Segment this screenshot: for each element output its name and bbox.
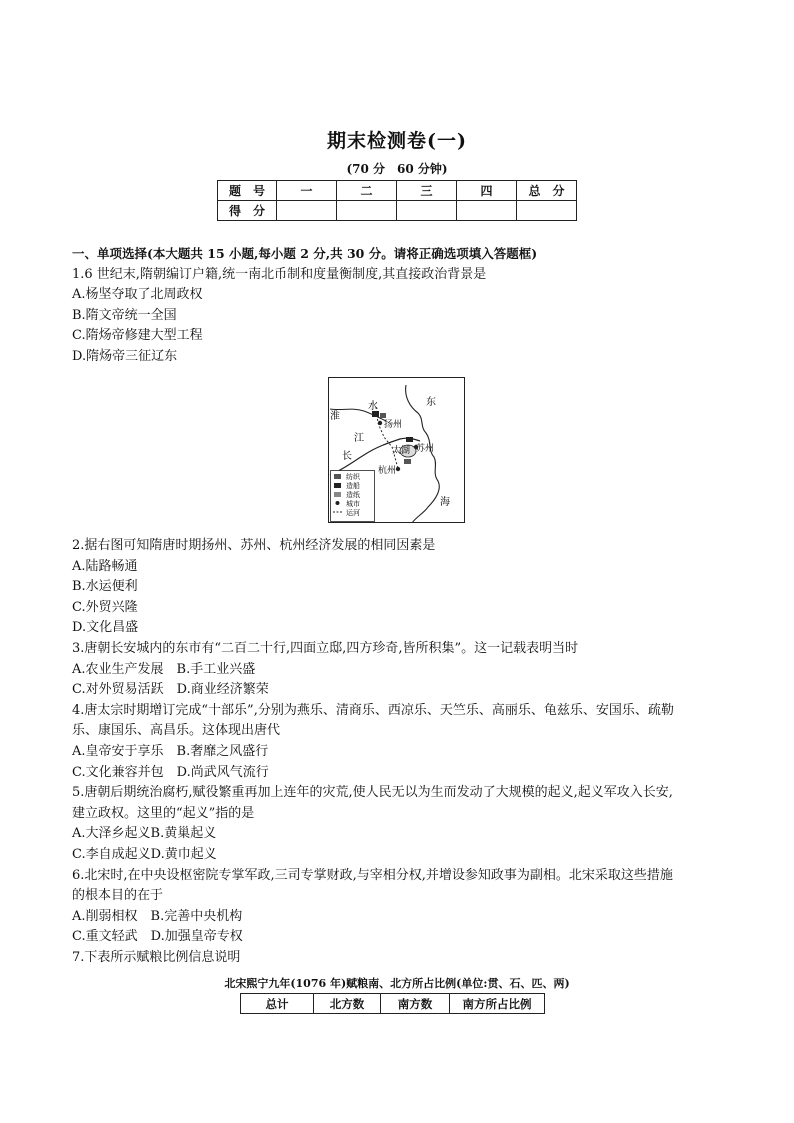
question-2-option-d: D.文化昌盛	[72, 620, 139, 636]
score-table-row	[218, 181, 577, 201]
question-2-option-a: A.陆路畅通	[72, 558, 138, 574]
map-label: 苏州	[416, 444, 435, 454]
map-label: 杭州	[378, 466, 397, 476]
question-5-options: C.李自成起义D.黄巾起义	[72, 846, 217, 862]
question-4-stem: 4.唐太宗时期增订完成“十部乐”,分别为燕乐、清商乐、西凉乐、天竺乐、高丽乐、龟兹乐、安国乐、疏勒	[72, 702, 674, 718]
question-6-options: A.削弱相权 B.完善中央机构	[72, 908, 243, 924]
grain-table-header-row	[241, 994, 545, 1014]
legend-label: 纺织	[346, 473, 360, 481]
map-label: 江	[354, 433, 364, 444]
score-table-row	[218, 201, 577, 221]
question-7-stem: 7.下表所示赋粮比例信息说明	[72, 949, 241, 965]
score-cell: 总 分	[517, 181, 577, 201]
grain-table-header-cell: 北方数	[314, 994, 381, 1014]
map-label: 东	[426, 397, 436, 408]
map-graphic	[328, 377, 465, 523]
question-2-option-c: C.外贸兴隆	[72, 599, 138, 615]
question-6-stem: 的根本目的在于	[72, 888, 164, 904]
question-5-options: A.大泽乡起义B.黄巢起义	[72, 826, 217, 842]
score-cell: 一	[277, 181, 337, 201]
question-6-stem: 6.北宋时,在中央设枢密院专掌军政,三司专掌财政,与宰相分权,并增设参知政事为副相。北宋采取这些措施	[72, 867, 673, 883]
score-input-cell[interactable]	[277, 201, 337, 221]
legend-label: 造船	[346, 482, 360, 490]
question-1-option-b: B.隋文帝统一全国	[72, 307, 177, 323]
question-3-options: A.农业生产发展 B.手工业兴盛	[72, 661, 256, 677]
grain-table-header-cell: 总计	[241, 994, 314, 1014]
grain-table-header-cell: 南方数	[381, 994, 450, 1014]
score-input-cell[interactable]	[337, 201, 397, 221]
question-1-option-d: D.隋炀帝三征辽东	[72, 348, 178, 364]
map-label: 扬州	[384, 420, 403, 430]
question-3-stem: 3.唐朝长安城内的东市有“二百二十行,四面立邸,四方珍奇,皆所积集”。这一记载表明当时	[72, 640, 579, 656]
score-input-cell[interactable]	[457, 201, 517, 221]
score-cell: 题 号	[218, 181, 277, 201]
map-label: 水	[368, 401, 378, 412]
legend-label: 运河	[346, 509, 360, 517]
question-4-options: C.文化兼容并包 D.尚武风气流行	[72, 764, 269, 780]
questions-2-7	[72, 536, 732, 968]
section-heading: 一、单项选择(本大题共 15 小题,每小题 2 分,共 30 分。请将正确选项填入答题框)	[72, 246, 538, 261]
question-4-stem: 乐、康国乐、高昌乐。这体现出唐代	[72, 723, 281, 739]
map-label: 长	[342, 451, 352, 462]
sui-tang-map	[328, 377, 465, 523]
map-label: 海	[440, 497, 450, 508]
grain-table	[240, 993, 545, 1014]
map-label: 太湖	[392, 446, 411, 456]
question-5-stem: 5.唐朝后期统治腐朽,赋役繁重再加上连年的灾荒,使人民无以为生而发动了大规模的起义,起义军攻入长安,	[72, 785, 673, 801]
score-cell: 三	[397, 181, 457, 201]
score-cell: 四	[457, 181, 517, 201]
question-1-option-c: C.隋炀帝修建大型工程	[72, 328, 203, 344]
question-3-options: C.对外贸易活跃 D.商业经济繁荣	[72, 682, 269, 698]
section-1	[72, 244, 732, 368]
score-input-cell[interactable]	[397, 201, 457, 221]
legend-label: 城市	[346, 500, 360, 508]
exam-subtitle: (70 分 60 分钟)	[346, 162, 448, 176]
map-label: 淮	[330, 411, 340, 422]
question-2-option-b: B.水运便利	[72, 579, 138, 595]
score-input-cell[interactable]	[517, 201, 577, 221]
grain-table-header-cell: 南方所占比例	[450, 994, 545, 1014]
question-6-options: C.重文轻武 D.加强皇帝专权	[72, 929, 243, 945]
legend-label: 造纸	[346, 491, 360, 499]
question-2-stem: 2.据右图可知隋唐时期扬州、苏州、杭州经济发展的相同因素是	[72, 538, 436, 553]
question-4-options: A.皇帝安于享乐 B.奢靡之风盛行	[72, 743, 269, 759]
score-cell: 二	[337, 181, 397, 201]
score-table	[217, 180, 577, 221]
question-1-option-a: A.杨坚夺取了北周政权	[72, 287, 203, 303]
score-cell: 得 分	[218, 201, 277, 221]
grain-table-title: 北宋熙宁九年(1076 年)赋粮南、北方所占比例(单位:贯、石、匹、两)	[224, 977, 570, 990]
question-5-stem: 建立政权。这里的“起义”指的是	[72, 805, 255, 821]
page-title: 期末检测卷(一)	[327, 130, 467, 152]
question-1-stem: 1.6 世纪末,隋朝编订户籍,统一南北币制和度量衡制度,其直接政治背景是	[72, 266, 487, 282]
